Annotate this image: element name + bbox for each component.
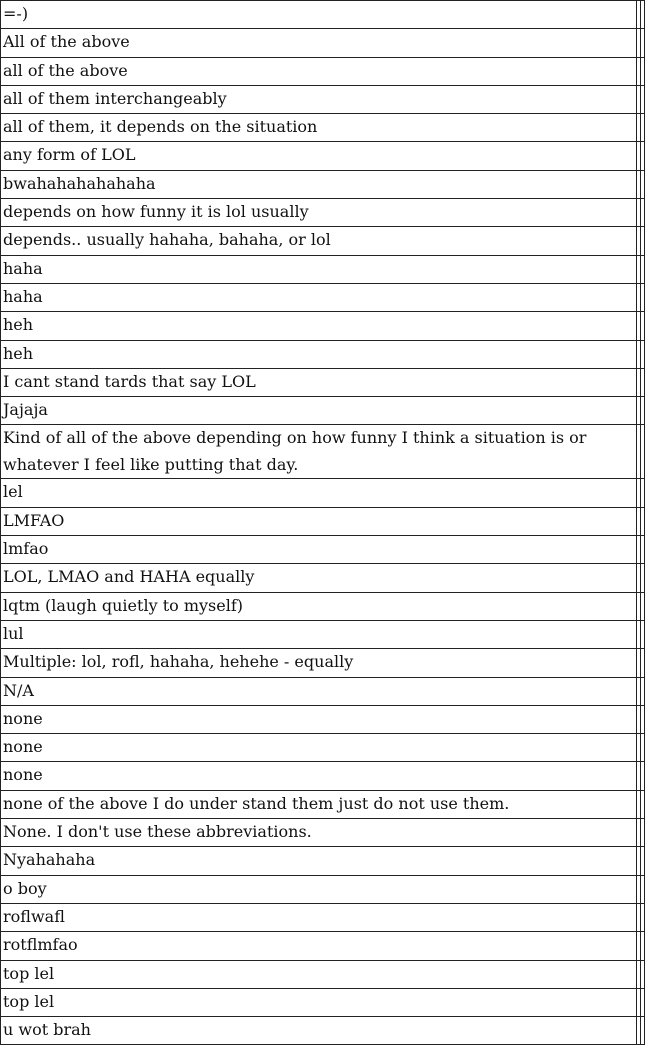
empty-cell	[640, 705, 644, 733]
response-cell: all of the above	[1, 57, 637, 85]
table-row	[1, 564, 645, 592]
empty-cell	[640, 1, 644, 29]
table-row	[1, 227, 645, 255]
table-row	[1, 283, 645, 311]
table-row	[1, 790, 645, 818]
table-row	[1, 368, 645, 396]
response-cell: haha	[1, 255, 637, 283]
table-row	[1, 1, 645, 29]
response-cell: I cant stand tards that say LOL	[1, 368, 637, 396]
empty-cell	[640, 903, 644, 931]
empty-cell	[640, 57, 644, 85]
response-cell: LMFAO	[1, 507, 637, 535]
response-cell: rotflmfao	[1, 932, 637, 960]
table-row	[1, 592, 645, 620]
empty-cell	[640, 425, 644, 479]
empty-cell	[640, 620, 644, 648]
empty-cell	[640, 199, 644, 227]
table-row	[1, 705, 645, 733]
response-cell: none	[1, 705, 637, 733]
table-row	[1, 988, 645, 1016]
table-row	[1, 425, 645, 479]
empty-cell	[640, 536, 644, 564]
response-cell: o boy	[1, 875, 637, 903]
table-row	[1, 1017, 645, 1045]
empty-cell	[640, 592, 644, 620]
table-row	[1, 677, 645, 705]
response-cell: none	[1, 734, 637, 762]
table-row	[1, 649, 645, 677]
empty-cell	[640, 507, 644, 535]
table-row	[1, 57, 645, 85]
response-cell: =-)	[1, 1, 637, 29]
table-row	[1, 199, 645, 227]
empty-cell	[640, 227, 644, 255]
empty-cell	[640, 932, 644, 960]
empty-cell	[640, 255, 644, 283]
response-cell: any form of LOL	[1, 142, 637, 170]
empty-cell	[640, 1017, 644, 1045]
empty-cell	[640, 479, 644, 507]
response-cell: Kind of all of the above depending on how funny I think a situation is or whatever I feel like putting that day.	[1, 425, 637, 479]
table-row	[1, 932, 645, 960]
empty-cell	[640, 677, 644, 705]
response-cell: u wot brah	[1, 1017, 637, 1045]
response-cell: Nyahahaha	[1, 847, 637, 875]
empty-cell	[640, 114, 644, 142]
empty-cell	[640, 875, 644, 903]
response-cell: none	[1, 762, 637, 790]
response-cell: N/A	[1, 677, 637, 705]
response-cell: top lel	[1, 988, 637, 1016]
response-cell: Jajaja	[1, 397, 637, 425]
empty-cell	[640, 960, 644, 988]
empty-cell	[640, 819, 644, 847]
response-cell: all of them, it depends on the situation	[1, 114, 637, 142]
table-row	[1, 114, 645, 142]
empty-cell	[640, 847, 644, 875]
response-cell: depends.. usually hahaha, bahaha, or lol	[1, 227, 637, 255]
table-row	[1, 29, 645, 57]
response-cell: heh	[1, 340, 637, 368]
table-row	[1, 620, 645, 648]
empty-cell	[640, 85, 644, 113]
responses-table-body	[1, 1, 645, 1045]
response-cell: lul	[1, 620, 637, 648]
table-row	[1, 397, 645, 425]
empty-cell	[640, 734, 644, 762]
table-row	[1, 85, 645, 113]
response-cell: LOL, LMAO and HAHA equally	[1, 564, 637, 592]
response-cell: Multiple: lol, rofl, hahaha, hehehe - equally	[1, 649, 637, 677]
table-row	[1, 875, 645, 903]
empty-cell	[640, 790, 644, 818]
table-row	[1, 903, 645, 931]
empty-cell	[640, 312, 644, 340]
empty-cell	[640, 762, 644, 790]
response-cell: all of them interchangeably	[1, 85, 637, 113]
empty-cell	[640, 142, 644, 170]
empty-cell	[640, 340, 644, 368]
empty-cell	[640, 170, 644, 198]
response-cell: bwahahahahahaha	[1, 170, 637, 198]
table-row	[1, 479, 645, 507]
empty-cell	[640, 283, 644, 311]
table-row	[1, 847, 645, 875]
empty-cell	[640, 564, 644, 592]
empty-cell	[640, 397, 644, 425]
response-cell: lqtm (laugh quietly to myself)	[1, 592, 637, 620]
table-row	[1, 960, 645, 988]
table-row	[1, 536, 645, 564]
response-cell: heh	[1, 312, 637, 340]
table-row	[1, 340, 645, 368]
empty-cell	[640, 29, 644, 57]
response-cell: haha	[1, 283, 637, 311]
response-cell: top lel	[1, 960, 637, 988]
table-row	[1, 312, 645, 340]
response-cell: lmfao	[1, 536, 637, 564]
table-row	[1, 255, 645, 283]
response-cell: lel	[1, 479, 637, 507]
response-cell: none of the above I do under stand them just do not use them.	[1, 790, 637, 818]
table-row	[1, 507, 645, 535]
table-row	[1, 170, 645, 198]
table-row	[1, 142, 645, 170]
response-cell: All of the above	[1, 29, 637, 57]
empty-cell	[640, 988, 644, 1016]
response-cell: None. I don't use these abbreviations.	[1, 819, 637, 847]
table-row	[1, 819, 645, 847]
table-row	[1, 734, 645, 762]
response-cell: roflwafl	[1, 903, 637, 931]
empty-cell	[640, 649, 644, 677]
response-cell: depends on how funny it is lol usually	[1, 199, 637, 227]
empty-cell	[640, 368, 644, 396]
table-row	[1, 762, 645, 790]
